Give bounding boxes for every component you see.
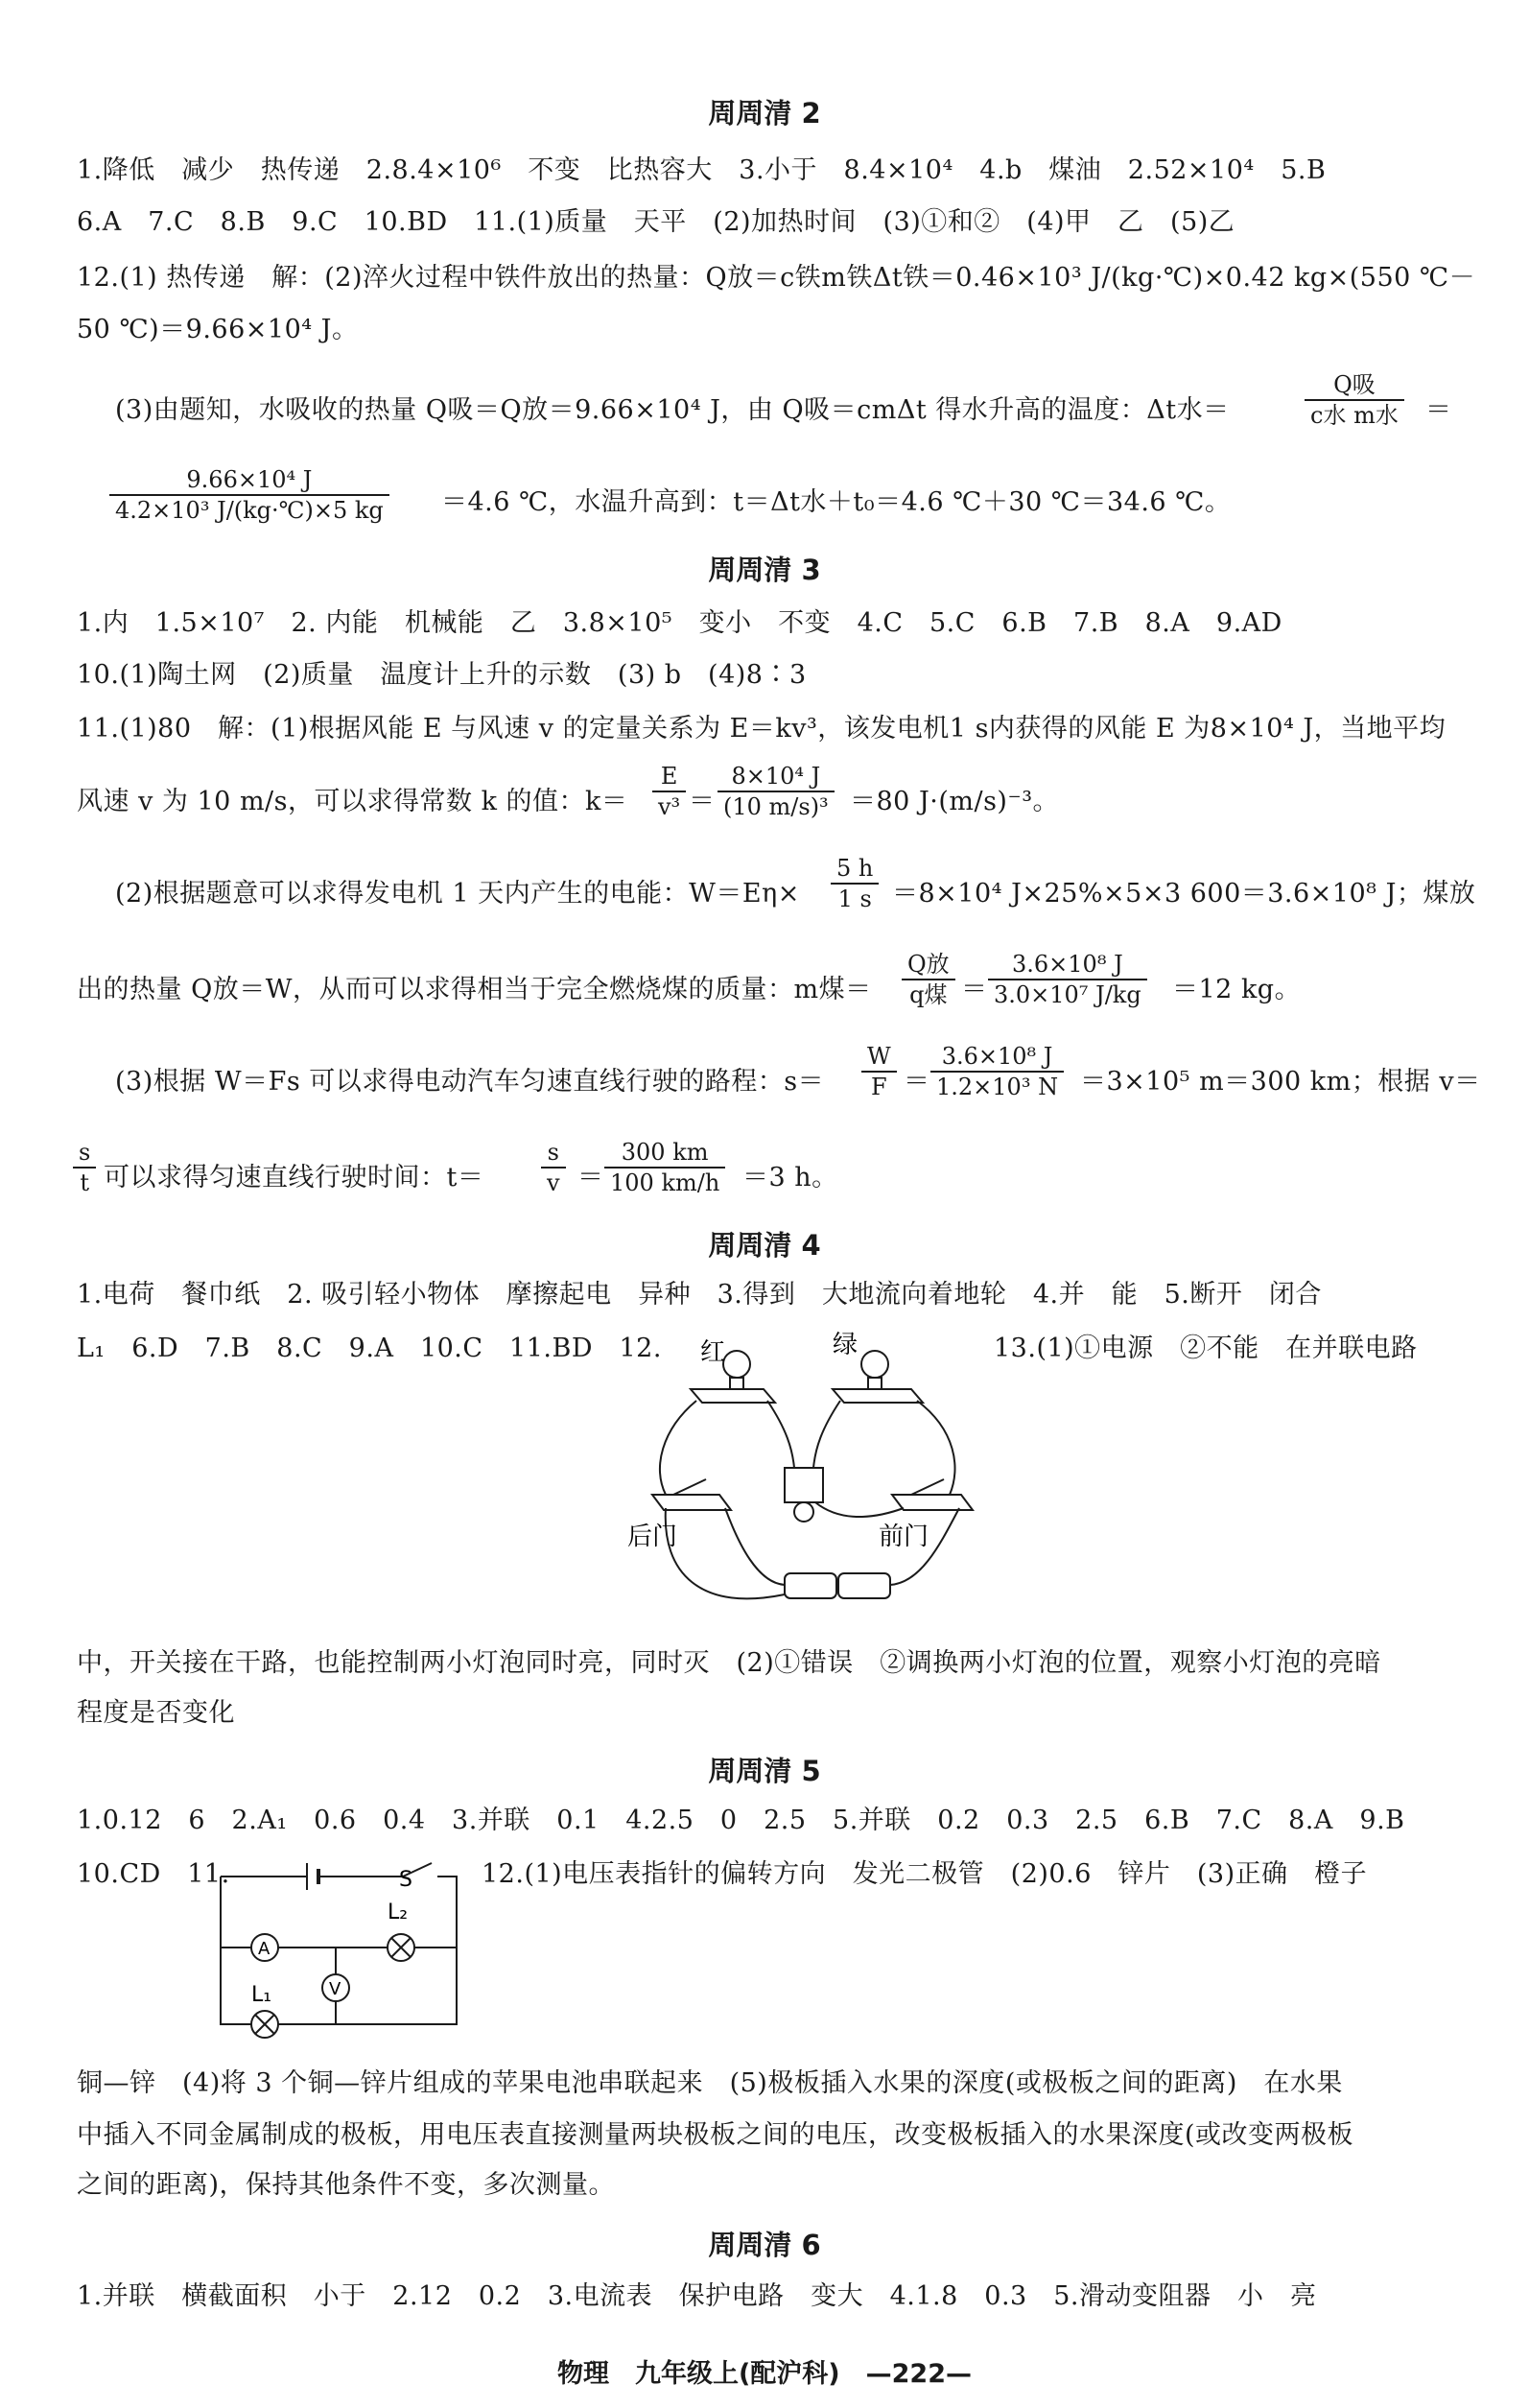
s5-line-5: 之间的距离)，保持其他条件不变，多次测量。 (77, 2170, 616, 2200)
fraction-denominator: v³ (652, 791, 686, 821)
s3-line-6b: ＝12 kg。 (1172, 975, 1302, 1004)
fraction-numerator: E (660, 763, 678, 790)
s3-fraction-WF (861, 1042, 897, 1101)
s4-line-2: L₁ 6.D 7.B 8.C 9.A 10.C 11.BD 12. (77, 1334, 662, 1363)
bulb-socket-green (868, 1378, 882, 1389)
equals-sign: ＝ (689, 787, 716, 816)
fraction-denominator: 1 s (831, 883, 879, 913)
fraction-numerator: 8×10⁴ J (731, 763, 821, 790)
s2-line-4: 50 ℃)＝9.66×10⁴ J。 (77, 315, 359, 344)
s3-fraction-k (717, 762, 835, 821)
fraction-denominator: v (541, 1167, 566, 1197)
bulb-base-red (691, 1389, 775, 1403)
s3-line-1: 1.内 1.5×10⁷ 2. 内能 机械能 乙 3.8×10⁵ 变小 不变 4.C 5.C 6.B 7.B 8.A 9.AD (77, 608, 1282, 638)
wire (666, 1508, 785, 1598)
fraction-denominator: 4.2×10³ J/(kg·℃)×5 kg (109, 494, 389, 525)
label-back-door: 后门 (627, 1523, 678, 1551)
label-L2: L₂ (388, 1900, 409, 1924)
s3-line-5b: ＝8×10⁴ J×25%×5×3 600＝3.6×10⁸ J；煤放 (892, 879, 1476, 909)
wire (813, 1401, 840, 1468)
fraction-numerator: s (79, 1139, 91, 1166)
s4-line-3: 中，开关接在干路，也能控制两小灯泡同时亮，同时灭 (2)①错误 ②调换两小灯泡的位置，观察小灯泡的亮暗 (77, 1648, 1381, 1678)
fraction-denominator: F (861, 1071, 897, 1101)
fraction-numerator: Q吸 (1333, 371, 1376, 398)
equals-sign: ＝ (961, 975, 988, 1004)
switch-lever-icon (673, 1479, 706, 1495)
fraction-numerator: s (547, 1139, 559, 1166)
wire (660, 1401, 696, 1495)
s2-line-1: 1.降低 减少 热传递 2.8.4×10⁶ 不变 比热容大 3.小于 8.4×10⁴ 4.b 煤油 2.52×10⁴ 5.B (77, 155, 1327, 185)
s2-line-5-end: ＝ (1425, 395, 1452, 425)
section-title-6: 周周清 6 (708, 2229, 821, 2261)
s3-fraction-sv (541, 1138, 566, 1197)
bulb-red-icon (723, 1351, 750, 1378)
bulb-base-green (833, 1389, 923, 1403)
wire (917, 1401, 955, 1495)
s3-line-2: 10.(1)陶土网 (2)质量 温度计上升的示数 (3) b (4)8∶3 (77, 660, 807, 690)
s5-line-1: 1.0.12 6 2.A₁ 0.6 0.4 3.并联 0.1 4.2.5 0 2.5 5.并联 0.2 0.3 2.5 6.B 7.C 8.A 9.B (77, 1806, 1405, 1835)
wire (815, 1502, 904, 1517)
s3-fraction-Q (902, 950, 955, 1009)
fraction-numerator: 300 km (621, 1139, 709, 1166)
section-title-3: 周周清 3 (708, 554, 821, 586)
fraction-denominator: q煤 (902, 979, 955, 1009)
fraction-denominator: c水 m水 (1305, 399, 1404, 430)
fraction-denominator: (10 m/s)³ (717, 791, 835, 821)
s3-line-4b: ＝80 J·(m/s)⁻³。 (850, 787, 1060, 816)
wire (725, 1508, 785, 1585)
s2-line-3: 12.(1) 热传递 解：(2)淬火过程中铁件放出的热量：Q放＝c铁m铁Δt铁＝0.46×10³ J/(kg·℃)×0.42 kg×(550 ℃－ (77, 263, 1476, 293)
fraction-denominator: 1.2×10³ N (930, 1071, 1064, 1101)
s2-line-2: 6.A 7.C 8.B 9.C 10.BD 11.(1)质量 天平 (2)加热时间 (3)①和② (4)甲 乙 (5)乙 (77, 207, 1235, 237)
s2-fraction-2 (109, 465, 389, 525)
wire (437, 1877, 457, 1948)
s3-line-7a: (3)根据 W＝Fs 可以求得电动汽车匀速直线行驶的路程：s＝ (115, 1067, 825, 1097)
section-title-5: 周周清 5 (708, 1755, 821, 1787)
s2-line-6: ＝4.6 ℃，水温升高到：t＝Δt水＋t₀＝4.6 ℃＋30 ℃＝34.6 ℃。 (441, 487, 1232, 517)
s3-line-6a: 出的热量 Q放＝W，从而可以求得相当于完全燃烧煤的质量：m煤＝ (77, 975, 872, 1004)
s3-fraction-hours (604, 1138, 725, 1197)
s3-line-3: 11.(1)80 解：(1)根据风能 E 与风速 v 的定量关系为 E＝kv³，该发电机1 s内获得的风能 E 为8×10⁴ J，当地平均 (77, 714, 1447, 744)
s3-line-4a: 风速 v 为 10 m/s，可以求得常数 k 的值：k＝ (77, 787, 628, 816)
label-red: 红 (700, 1338, 726, 1367)
label-L1: L₁ (251, 1983, 272, 2007)
bell-icon (785, 1468, 823, 1502)
fraction-numerator: 5 h (836, 855, 874, 882)
lamp-cross-icon (391, 1938, 411, 1957)
bulb-green-icon (861, 1351, 888, 1378)
s3-line-5a: (2)根据题意可以求得发电机 1 天内产生的电能：W＝Eη× (115, 879, 800, 909)
s6-line-1: 1.并联 横截面积 小于 2.12 0.2 3.电流表 保护电路 变大 4.1.8 0.3 5.滑动变阻器 小 亮 (77, 2281, 1317, 2311)
fraction-numerator: 9.66×10⁴ J (186, 466, 313, 493)
s2-line-5: (3)由题知，水吸收的热量 Q吸＝Q放＝9.66×10⁴ J，由 Q吸＝cmΔt 得水升高的温度：Δt水＝ (115, 395, 1230, 425)
s3-line-7b: ＝3×10⁵ m＝300 km；根据 v＝ (1080, 1067, 1481, 1097)
fraction-numerator: Q放 (907, 951, 950, 978)
label-front-door: 前门 (879, 1523, 929, 1551)
s4-line-4: 程度是否变化 (77, 1698, 235, 1728)
bulb-socket-red (730, 1378, 743, 1389)
section-title-2: 周周清 2 (708, 97, 821, 130)
fraction-denominator: t (73, 1167, 96, 1197)
battery-cell-icon (838, 1573, 890, 1598)
label-S: S (399, 1868, 412, 1892)
s3-fraction-E (652, 762, 686, 821)
equals-sign: ＝ (904, 1067, 930, 1097)
s4-line-2-right: 13.(1)①电源 ②不能 在并联电路 (994, 1334, 1418, 1363)
bell-dome-icon (794, 1502, 813, 1522)
s4-line-1: 1.电荷 餐巾纸 2. 吸引轻小物体 摩擦起电 异种 3.得到 大地流向着地轮 4.并 能 5.断开 闭合 (77, 1280, 1322, 1310)
s5-line-2-right: 12.(1)电压表指针的偏转方向 发光二极管 (2)0.6 锌片 (3)正确 橙子 (482, 1859, 1368, 1889)
label-A: A (258, 1939, 271, 1959)
s3-fraction-distance (930, 1042, 1064, 1101)
switch-front-door-icon (892, 1495, 973, 1510)
fraction-numerator: W (867, 1043, 891, 1070)
section-title-4: 周周清 4 (708, 1229, 821, 1262)
fraction-denominator: 100 km/h (604, 1167, 725, 1197)
doorbell-circuit-figure (623, 1324, 988, 1621)
s3-fraction-time (831, 854, 879, 913)
equals-sign: ＝ (577, 1163, 604, 1192)
label-V: V (329, 1979, 341, 1999)
label-green: 绿 (833, 1331, 859, 1359)
s5-line-2: 10.CD 11. (77, 1859, 230, 1889)
s3-fraction-st (73, 1138, 96, 1197)
circuit-diagram-figure (211, 1852, 470, 2043)
fraction-numerator: 3.6×10⁸ J (941, 1043, 1053, 1070)
fraction-denominator: 3.0×10⁷ J/kg (988, 979, 1147, 1009)
battery-cell-icon (785, 1573, 836, 1598)
fraction-numerator: 3.6×10⁸ J (1012, 951, 1123, 978)
s3-line-8a: 可以求得匀速直线行驶时间：t＝ (104, 1163, 484, 1192)
s5-line-3: 铜—锌 (4)将 3 个铜—锌片组成的苹果电池串联起来 (5)极板插入水果的深度(或极板之间的距离) 在水果 (77, 2068, 1343, 2098)
s2-fraction-1 (1305, 370, 1404, 430)
page-footer: 物理 九年级上(配沪科) —222— (556, 2359, 973, 2389)
s3-fraction-mass (988, 950, 1147, 1009)
s5-line-4: 中插入不同金属制成的极板，用电压表直接测量两块极板之间的电压，改变极板插入的水果深度(或改变两极板 (77, 2120, 1354, 2150)
switch-lever-icon (911, 1479, 944, 1495)
wire (767, 1401, 794, 1468)
s3-line-8b: ＝3 h。 (742, 1163, 838, 1192)
switch-back-door-icon (652, 1495, 731, 1510)
